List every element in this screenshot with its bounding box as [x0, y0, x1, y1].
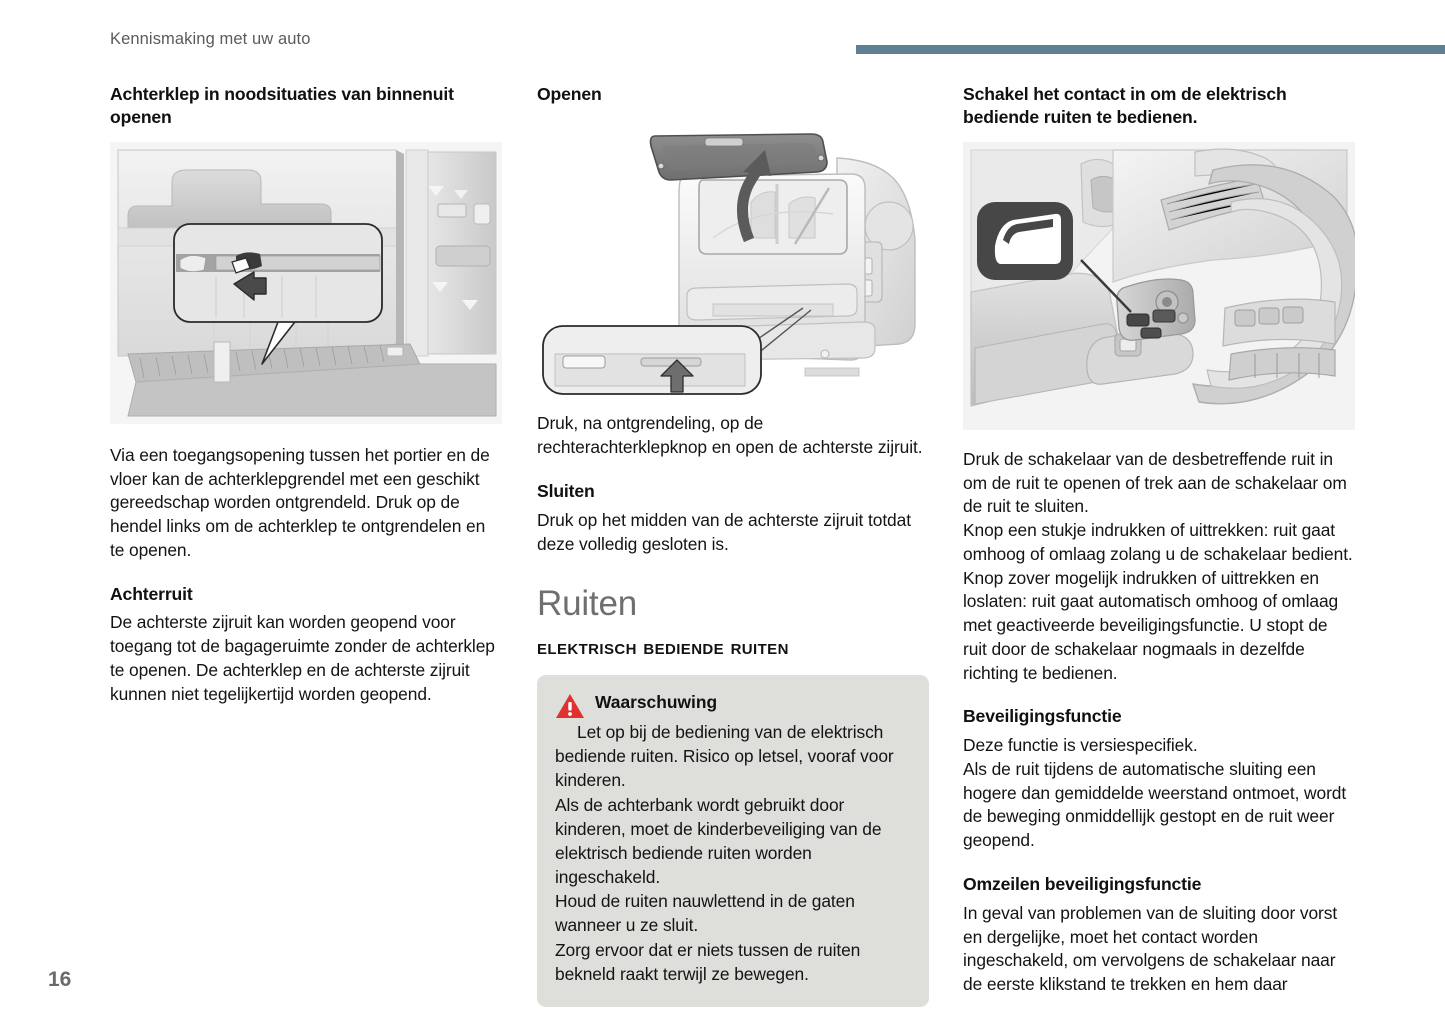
column-middle-heading-openen: Openen — [537, 84, 602, 104]
page-header — [0, 30, 1445, 58]
warning-line-3: Houd de ruiten nauwlettend in de gaten wanneer u ze sluit. — [555, 891, 855, 936]
column-right-paragraph-1: Druk de schakelaar van de desbetreffende ruit in om de ruit te openen of trek aan de schakelaar om de ruit te sluiten. — [963, 448, 1347, 517]
column-middle-paragraph-2: Druk op het midden van de achterste zijruit totdat deze volledig gesloten is. — [537, 509, 911, 554]
warning-line-4: Zorg ervoor dat er niets tussen de ruiten bekneld raakt terwijl ze bewegen. — [555, 940, 861, 984]
column-right — [963, 83, 1355, 997]
warning-triangle-icon — [555, 693, 585, 720]
warning-line-1: Let op bij de bediening van de elektrisch bediende ruiten. Risico op letsel, vooraf voor kinderen. — [555, 722, 894, 791]
column-right-subheading-omzeilen: Omzeilen beveiligingsfunctie — [963, 873, 1202, 894]
column-right-heading: Schakel het contact in om de elektrisch bediende ruiten te bedienen. — [963, 84, 1287, 128]
section-subtitle-elektrisch-bediende-ruiten: elektrisch bediende ruiten — [537, 634, 789, 660]
warning-title: Waarschuwing — [595, 692, 718, 713]
page-number: 16 — [48, 968, 72, 991]
tailgate-latch-illustration — [110, 142, 502, 424]
column-right-subheading-beveiligingsfunctie: Beveiligingsfunctie — [963, 706, 1122, 727]
column-right-paragraph-3: Knop zover mogelijk indrukken of uittrekken en loslaten: ruit gaat automatisch omhoog of omlaag met geactiveerde beveiligingsfunctie. U stopt de ruit door de schakelaar nogmaals in dezelfde richting te bedienen. — [963, 567, 1339, 683]
header-rule — [856, 45, 1445, 54]
column-right-paragraph-4: Deze functie is versiespecifiek. — [963, 735, 1198, 756]
column-left — [110, 83, 502, 706]
column-left-paragraph-1: Via een toegangsopening tussen het portier en de vloer kan de achterklepgrendel met een geschikt gereedschap worden ontgrendeld. Druk op de hendel links om de achterklep te ontgrendelen en te openen. — [110, 444, 490, 560]
warning-line-2: Als de achterbank wordt gebruikt door kinderen, moet de kinderbeveiliging van de elektrisch bediende ruiten worden ingeschakeld. — [555, 794, 882, 887]
column-middle-subheading-sluiten: Sluiten — [537, 480, 595, 501]
column-right-paragraph-2: Knop een stukje indrukken of uittrekken: ruit gaat omhoog of omlaag zolang u de schakelaar bedient. — [963, 520, 1353, 564]
window-pictogram-callout — [977, 202, 1073, 280]
column-middle-paragraph-1: Druk, na ontgrendeling, op de rechterachterklepknop en open de achterste zijruit. — [537, 413, 923, 458]
column-left-subheading-achterruit: Achterruit — [110, 583, 193, 604]
rear-window-illustration — [537, 118, 929, 396]
column-right-paragraph-5: Als de ruit tijdens de automatische sluiting een hogere dan gemiddelde weerstand ontmoet, wordt de beweging onmiddellijk gestopt en de ruit weer geopend. — [963, 758, 1347, 851]
column-middle — [537, 83, 929, 1007]
warning-box — [537, 675, 929, 1006]
running-header-title: Kennismaking met uw auto — [110, 30, 311, 48]
column-left-heading: Achterklep in noodsituaties van binnenuit openen — [110, 84, 454, 128]
figure-rear-window-open — [537, 118, 929, 396]
section-title-ruiten: Ruiten — [537, 584, 637, 624]
window-switch-illustration — [963, 142, 1355, 430]
figure-tailgate-latch — [110, 142, 502, 424]
figure-window-switches — [963, 142, 1355, 430]
column-left-paragraph-2: De achterste zijruit kan worden geopend voor toegang tot de bagageruimte zonder de achterklep te openen. De achterklep en de achterste zijruit kunnen niet tegelijkertijd worden geopend. — [110, 612, 495, 704]
column-right-paragraph-6: In geval van problemen van de sluiting door vorst en dergelijke, moet het contact worden ingeschakeld, om vervolgens de schakelaar naar de eerste klikstand te trekken en hem daar — [963, 902, 1338, 994]
